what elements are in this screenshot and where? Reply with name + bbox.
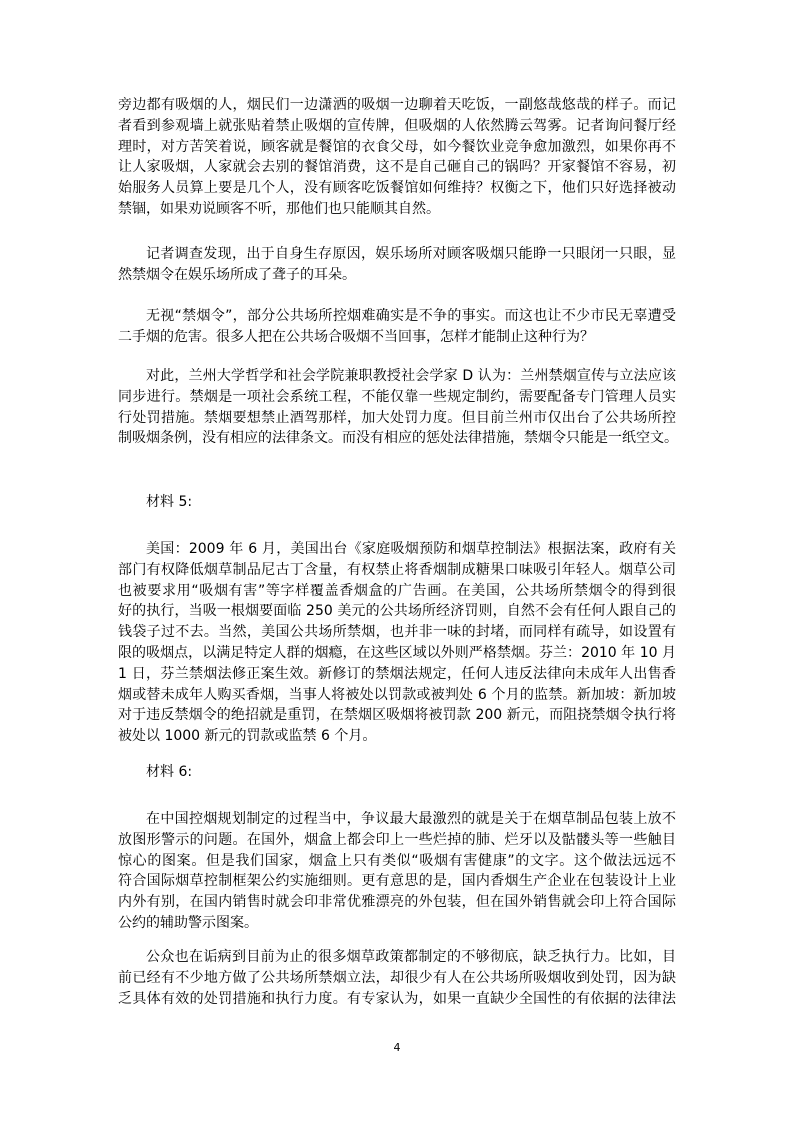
text-line: 制吸烟条例，没有相应的法律条文。而没有相应的惩处法律措施，禁烟令只能是一纸空文。 <box>118 430 678 447</box>
paragraph-foreign-bans <box>118 539 676 747</box>
text-line: 禁锢，如果劝说顾客不听，那他们也只能顺其自然。 <box>118 200 440 217</box>
text-line: 然禁烟令在娱乐场所成了聋子的耳朵。 <box>118 266 356 283</box>
text-line: 乏具体有效的处罚措施和执行力度。有专家认为，如果一直缺少全国性的有依据的法律法 <box>118 990 676 1007</box>
text-line: 者看到参观墙上就张贴着禁止吸烟的宣传牌，但吸烟的人依然腾云驾雾。记者询问餐厅经 <box>118 117 676 134</box>
text-line: 惊心的图案。但是我们国家，烟盒上只有类似“吸烟有害健康”的文字。这个做法远远不 <box>118 852 676 869</box>
text-line: 好的执行，当吸一根烟要面临 250 美元的公共场所经济罚则，自然不会有任何人跟自己的 <box>118 603 676 620</box>
paragraph-expert-opinion <box>118 366 676 449</box>
material-6-heading: 材料 6: <box>146 764 193 780</box>
text-line: 始服务人员算上要是几个人，没有顾客吃饭餐馆如何维持？权衡之下，他们只好选择被动 <box>118 180 676 197</box>
text-line: 美国：2009 年 6 月，美国出台《家庭吸烟预防和烟草控制法》根据法案，政府有关 <box>146 541 676 557</box>
text-line: 对于违反禁烟令的绝招就是重罚，在禁烟区吸烟将被罚款 200 新元，而阻挠禁烟令执行将 <box>118 707 676 724</box>
text-line: 在中国控烟规划制定的过程当中，争议最大最激烈的就是关于在烟草制品包装上放不 <box>146 811 676 827</box>
text-line: 二手烟的危害。很多人把在公共场合吸烟不当回事，怎样才能制止这种行为？ <box>118 328 594 345</box>
text-line: 无视“禁烟令”，部分公共场所控烟难确实是不争的事实。而这也让不少市民无辜遭受 <box>146 308 676 324</box>
text-line: 部门有权降低烟草制品尼古丁含量，有权禁止将香烟制成糖果口味吸引年轻人。烟草公司 <box>118 561 676 578</box>
paragraph-ignore-ban <box>118 306 676 348</box>
paragraph-entertainment-venues <box>118 244 676 286</box>
text-line: 限的吸烟点，以满足特定人群的烟瘾，在这些区域以外则严格禁烟。芬兰：2010 年 10 月 <box>118 644 676 661</box>
text-line: 让人家吸烟，人家就会去别的餐馆消费，这不是自己砸自己的锅吗？开家餐馆不容易，初 <box>118 159 676 176</box>
text-line: 旁边都有吸烟的人，烟民们一边潇洒的吸烟一边聊着天吃饭，一副悠哉悠哉的样子。而记 <box>118 97 676 113</box>
text-line: 公众也在诟病到目前为止的很多烟草政策都制定的不够彻底，缺乏执行力。比如，目 <box>146 949 676 965</box>
page-number: 4 <box>393 1041 401 1054</box>
text-line: 钱袋子过不去。当然，美国公共场所禁烟，也并非一味的封堵，而同样有疏导，如设置有 <box>118 624 676 641</box>
text-line: 前已经有不少地方做了公共场所禁烟立法，却很少有人在公共场所吸烟收到处罚，因为缺 <box>118 969 676 986</box>
text-line: 行处罚措施。禁烟要想禁止酒驾那样，加大处罚力度。但目前兰州市仅出台了公共场所控 <box>118 409 676 426</box>
text-line: 被处以 1000 新元的罚款或监禁 6 个月。 <box>118 728 377 745</box>
text-line: 放图形警示的问题。在国外，烟盒上都会印上一些烂掉的肺、烂牙以及骷髅头等一些触目 <box>118 831 676 848</box>
material-5-heading: 材料 5: <box>146 494 193 510</box>
paragraph-restaurant-smoking <box>118 95 676 220</box>
text-line: 内外有别，在国内销售时就会印非常优雅漂亮的外包装，但在国外销售就会印上符合国际 <box>118 894 676 911</box>
text-line: 1 日，芬兰禁烟法修正案生效。新修订的禁烟法规定，任何人违反法律向未成年人出售香 <box>118 665 676 682</box>
paragraph-policy-criticism <box>118 947 676 1009</box>
text-line: 对此，兰州大学哲学和社会学院兼职教授社会学家 D 认为：兰州禁烟宣传与立法应该 <box>146 368 676 384</box>
text-line: 同步进行。禁烟是一项社会系统工程，不能仅靠一些规定制约，需要配备专门管理人员实 <box>118 388 676 405</box>
text-line: 烟或替未成年人购买香烟，当事人将被处以罚款或被判处 6 个月的监禁。新加坡：新加坡 <box>118 686 676 703</box>
text-line: 公约的辅助警示图案。 <box>118 914 258 931</box>
paragraph-warning-images <box>118 809 676 934</box>
text-line: 符合国际烟草控制框架公约实施细则。更有意思的是，国内香烟生产企业在包装设计上业 <box>118 873 676 890</box>
text-line: 理时，对方苦笑着说，顾客就是餐馆的衣食父母，如今餐饮业竞争愈加激烈，如果你再不 <box>118 138 676 155</box>
text-line: 也被要求用“吸烟有害”等字样覆盖香烟盒的广告画。在美国，公共场所禁烟令的得到很 <box>118 582 676 599</box>
text-line: 记者调查发现，出于自身生存原因，娱乐场所对顾客吸烟只能睁一只眼闭一只眼，显 <box>146 246 676 262</box>
